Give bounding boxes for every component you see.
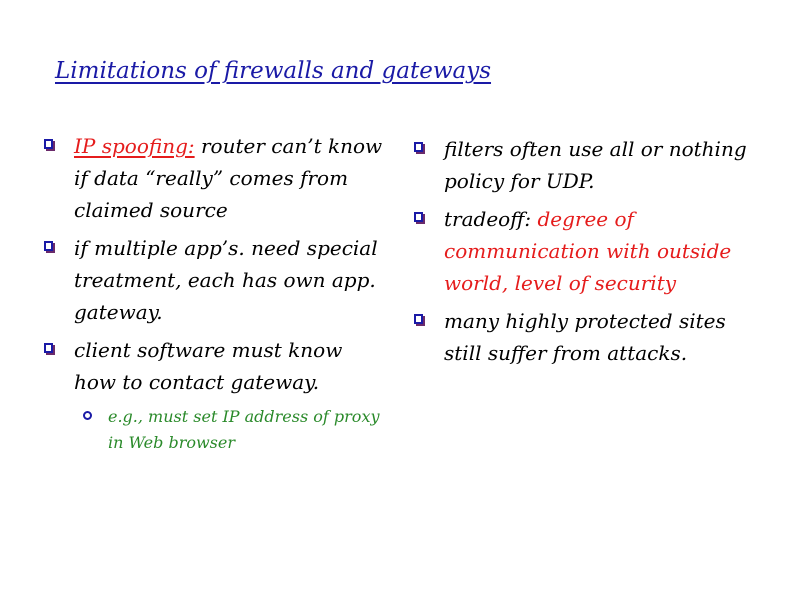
slide-title: Limitations of firewalls and gateways [55,58,492,84]
bullet-highlight: IP spoofing: [74,134,195,158]
bullet-client-software [44,334,384,398]
bullet-text: if multiple app’s. need special treatment, each has own app. gateway. [74,236,378,324]
square-bullet-icon [44,241,53,251]
square-bullet-icon [44,343,53,353]
bullet-multiple-apps [44,232,384,328]
left-column [44,130,384,456]
square-bullet-icon [414,314,423,324]
bullet-text: filters often use all or nothing policy for UDP. [444,137,747,193]
bullet-text: tradeoff: [444,207,538,231]
square-bullet-icon [414,212,423,222]
right-column [414,133,754,375]
square-bullet-icon [414,142,423,152]
square-bullet-icon [44,139,53,149]
bullet-text: client software must know how to contact gateway. [74,338,343,394]
bullet-text: router can’t know if data “really” comes from claimed source [74,134,383,222]
bullet-highlight: degree of communication with outside world, level of security [444,207,732,295]
bullet-ip-spoofing [44,130,384,226]
sub-bullet-proxy [44,404,384,456]
bullet-text: many highly protected sites still suffer from attacks. [444,309,726,365]
bullet-tradeoff [414,203,754,299]
bullet-protected-sites [414,305,754,369]
circle-bullet-icon [83,411,92,420]
bullet-udp-filters [414,133,754,197]
sub-bullet-text: e.g., must set IP address of proxy in Web browser [108,407,380,452]
